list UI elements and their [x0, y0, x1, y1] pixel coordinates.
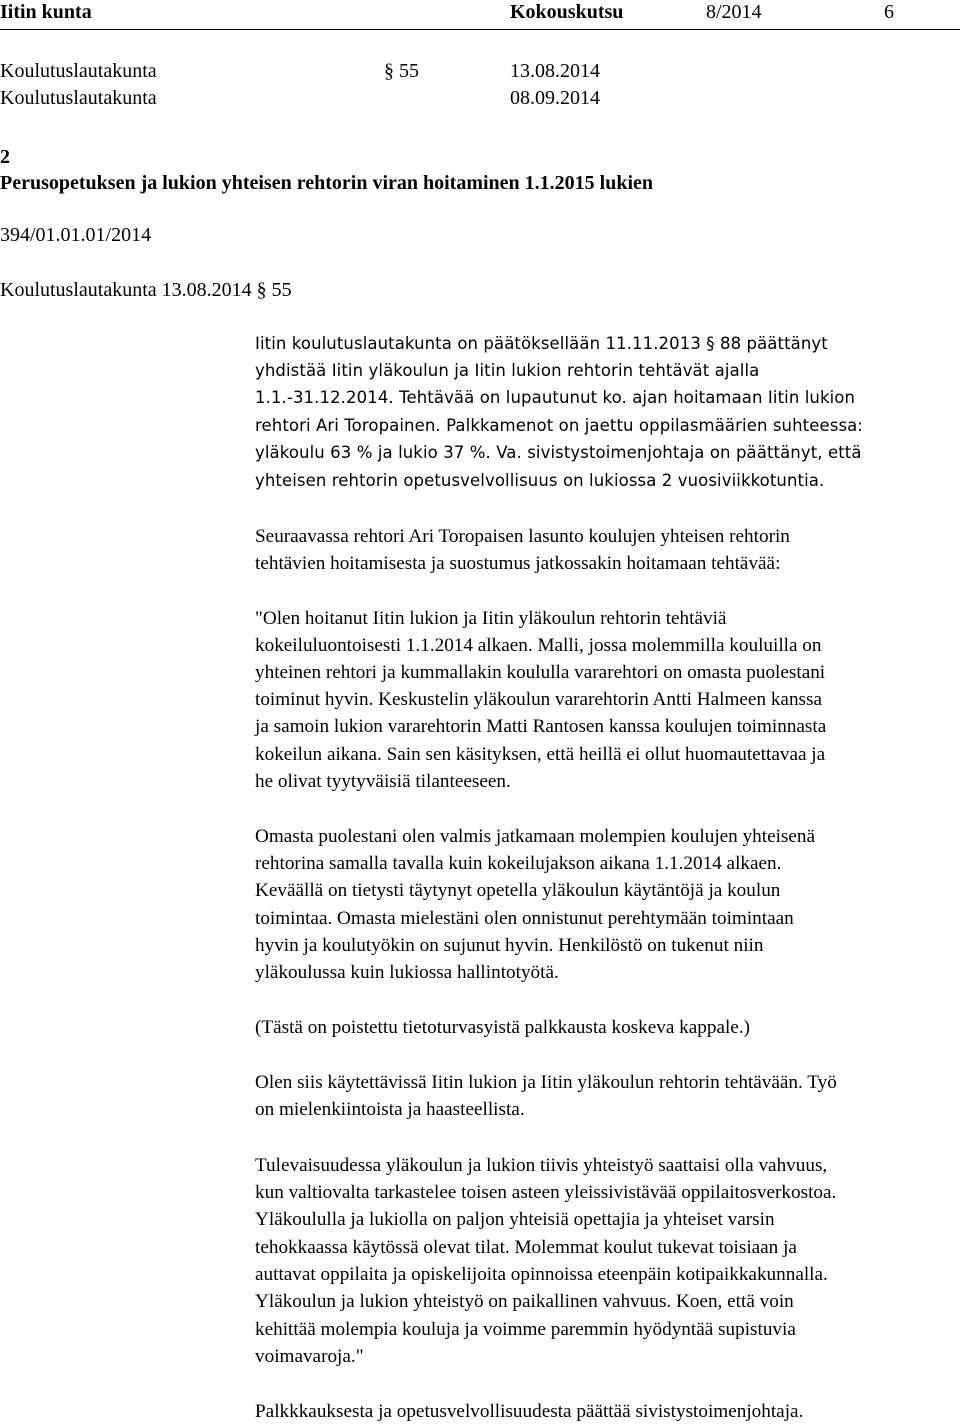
paragraph-line: Seuraavassa rehtori Ari Toropaisen lasunto koulujen yhteisen rehtorin [255, 526, 790, 547]
paragraph-line: toimintaa. Omasta mielestäni olen onnistunut perehtymään toimintaan [255, 908, 794, 929]
paragraph-line: Omasta puolestani olen valmis jatkamaan molempien koulujen yhteisenä [255, 826, 816, 847]
paragraph-line: Olen siis käytettävissä Iitin lukion ja Iitin yläkoulun rehtorin tehtävään. Työ [255, 1072, 837, 1093]
paragraph-line: auttavat oppilaita ja opiskelijoita opinnoissa eteenpäin kotipaikkakunnalla. [255, 1264, 828, 1285]
paragraph-line: kokeiluluontoisesti 1.1.2014 alkaen. Malli, jossa molemmilla kouluilla on [255, 635, 822, 656]
paragraph-line: "Olen hoitanut Iitin lukion ja Iitin yläkoulun rehtorin tehtäviä [255, 608, 727, 629]
paragraph-line: toiminut hyvin. Keskustelin yläkoulun vararehtorin Antti Halmeen kanssa [255, 689, 822, 710]
paragraph-line: kokeilun aikana. Sain sen käsityksen, että heillä ei ollut huomautettavaa ja [255, 744, 826, 765]
paragraph-line: rehtorina samalla tavalla kuin kokeilujakson aikana 1.1.2014 alkaen. [255, 853, 782, 874]
prior-handling: Koulutuslautakunta 13.08.2014 § 55 [0, 279, 292, 301]
intro-line: yhteisen rehtorin opetusvelvollisuus on lukiossa 2 vuosiviikkotuntia. [255, 471, 825, 490]
paragraph-line: yhteinen rehtori ja kummallakin koululla vararehtori on omasta puolestani [255, 662, 826, 683]
paragraph-line: ja samoin lukion vararehtorin Matti Rantosen kanssa koulujen toiminnasta [255, 716, 827, 737]
meeting-date: 13.08.2014 [510, 60, 600, 82]
meeting-body: Koulutuslautakunta [0, 60, 157, 82]
meeting-reference: 8/2014 [706, 1, 762, 23]
paragraph-line: on mielenkiintoista ja haasteellista. [255, 1099, 525, 1120]
paragraph-line: kehittää molempia kouluja ja voimme paremmin hyödyntää supistuvia [255, 1319, 796, 1340]
intro-line: 1.1.-31.12.2014. Tehtävää on lupautunut ko. ajan hoitamaan Iitin lukion [255, 388, 856, 407]
document-type: Kokouskutsu [510, 1, 624, 23]
paragraph-line: hyvin ja koulutyökin on sujunut hyvin. Henkilöstö on tukenut niin [255, 935, 764, 956]
intro-line: yhdistää Iitin yläkoulun ja Iitin lukion rehtorin tehtävät ajalla [255, 361, 760, 380]
paragraph-line: kun valtiovalta tarkastelee toisen asteen yleissivistävää oppilaitosverkostoa. [255, 1182, 837, 1203]
paragraph-line: Yläkoulun ja lukion yhteistyö on paikallinen vahvuus. Koen, että voin [255, 1291, 794, 1312]
intro-line: Iitin koulutuslautakunta on päätöksellään 11.11.2013 § 88 päättänyt [255, 334, 828, 353]
page-number: 6 [884, 1, 894, 23]
paragraph-line: Palkkkauksesta ja opetusvelvollisuudesta päättää sivistystoimenjohtaja. [255, 1401, 804, 1422]
item-title: Perusopetuksen ja lukion yhteisen rehtorin viran hoitaminen 1.1.2015 lukien [0, 172, 654, 194]
paragraph-line: Yläkoululla ja lukiolla on paljon yhteisiä opettajia ja yhteiset varsin [255, 1209, 775, 1230]
paragraph-line: Tulevaisuudessa yläkoulun ja lukion tiivis yhteistyö saattaisi olla vahvuus, [255, 1155, 828, 1176]
paragraph-line: tehokkaassa käytössä olevat tilat. Molemmat koulut tukevat toisiaan ja [255, 1237, 797, 1258]
paragraph-line: voimavaroja." [255, 1346, 364, 1367]
item-number: 2 [0, 146, 10, 168]
diary-number: 394/01.01.01/2014 [0, 224, 152, 246]
meeting-date: 08.09.2014 [510, 87, 600, 109]
removal-note: (Tästä on poistettu tietoturvasyistä palkkausta koskeva kappale.) [255, 1017, 751, 1038]
meeting-body: Koulutuslautakunta [0, 87, 157, 109]
paragraph-line: tehtävien hoitamisesta ja suostumus jatkossakin hoitamaan tehtävää: [255, 553, 781, 574]
paragraph-line: yläkoulussa kuin lukiossa hallintotyötä. [255, 962, 559, 983]
intro-line: rehtori Ari Toropainen. Palkkamenot on jaettu oppilasmäärien suhteessa: [255, 416, 864, 435]
municipality-name: Iitin kunta [0, 1, 92, 23]
paragraph-line: Keväällä on tietysti täytynyt opetella yläkoulun käytäntöjä ja koulun [255, 880, 781, 901]
paragraph-line: he olivat tyytyväisiä tilanteeseen. [255, 771, 511, 792]
meeting-section: § 55 [384, 60, 419, 82]
intro-line: yläkoulu 63 % ja lukio 37 %. Va. sivistystoimenjohtaja on päättänyt, että [255, 443, 862, 462]
header-divider [0, 29, 960, 30]
